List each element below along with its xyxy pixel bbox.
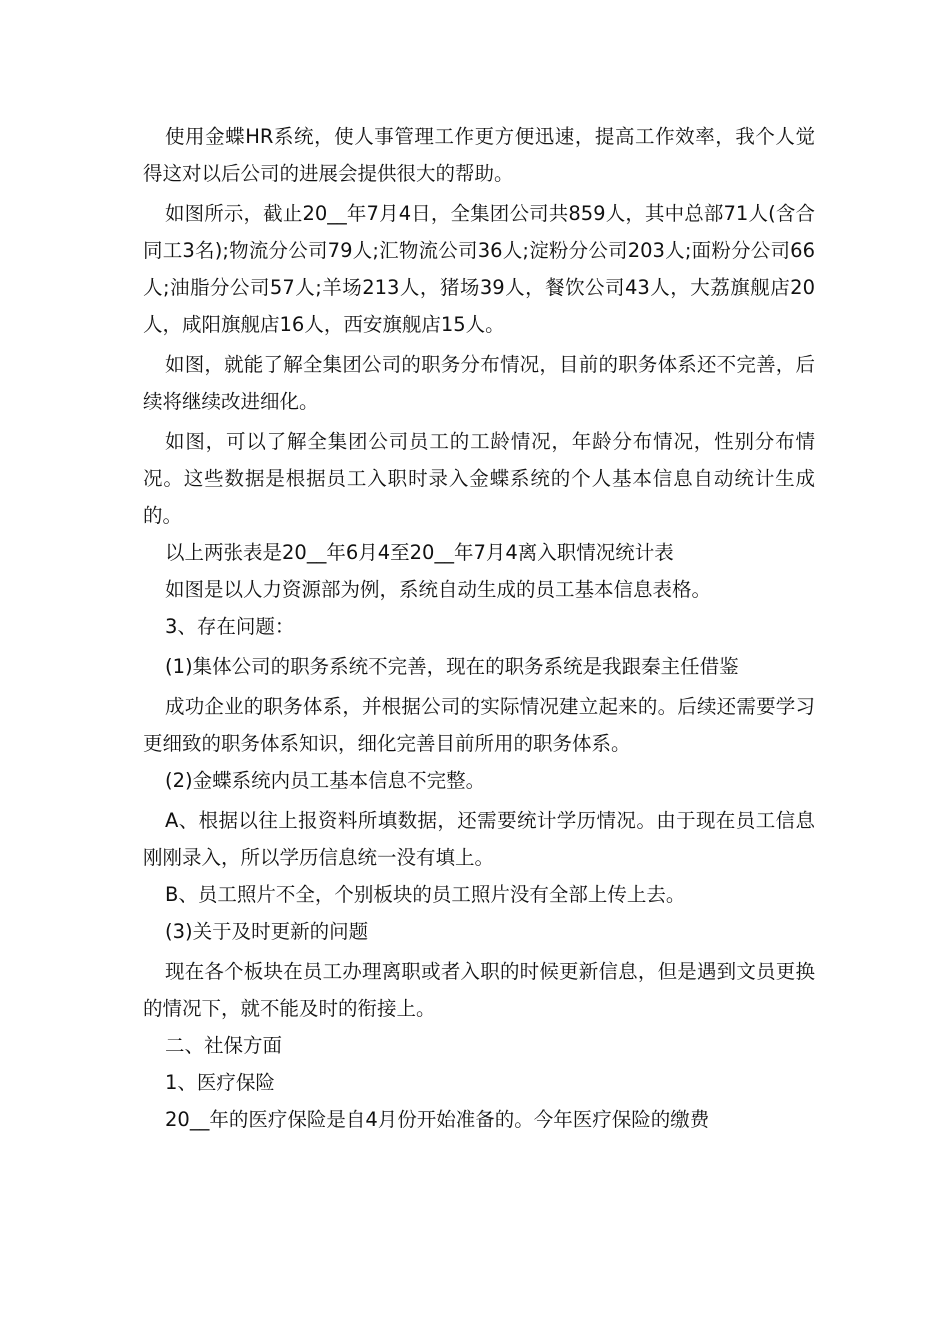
paragraph-medical-insurance: 20__年的医疗保险是自4月份开始准备的。今年医疗保险的缴费 xyxy=(165,1108,710,1131)
paragraph-turnover-tables: 以上两张表是20__年6月4至20__年7月4离入职情况统计表 xyxy=(165,541,674,564)
heading-social-security: 二、社保方面 xyxy=(165,1034,283,1057)
paragraph-problem-3-detail: 现在各个板块在员工办理离职或者入职的时候更新信息，但是遇到文员更换的情况下，就不能及时的衔接上。 xyxy=(143,960,815,1020)
paragraph-problem-2b: B、员工照片不全，个别板块的员工照片没有全部上传上去。 xyxy=(165,883,686,906)
paragraph-employee-info-table: 如图是以人力资源部为例，系统自动生成的员工基本信息表格。 xyxy=(165,578,712,601)
document-page xyxy=(143,118,815,1138)
paragraph-hr-system: 使用金蝶HR系统，使人事管理工作更方便迅速，提高工作效率，我个人觉得这对以后公司的进展会提供很大的帮助。 xyxy=(143,125,815,185)
paragraph-problem-3: (3)关于及时更新的问题 xyxy=(165,920,369,943)
paragraph-position-distribution: 如图，就能了解全集团公司的职务分布情况，目前的职务体系还不完善，后续将继续改进细化。 xyxy=(143,353,815,413)
paragraph-headcount: 如图所示，截止20__年7月4日，全集团公司共859人，其中总部71人(含合同工3名);物流分公司79人;汇物流公司36人;淀粉分公司203人;面粉分公司66人;油脂分公司57人;羊场213人，猪场39人，餐饮公司43人，大荔旗舰店20人，咸阳旗舰店16人，西安旗舰店15人。 xyxy=(143,202,815,336)
paragraph-problem-2a: A、根据以往上报资料所填数据，还需要统计学历情况。由于现在员工信息刚刚录入，所以学历信息统一没有填上。 xyxy=(143,809,815,869)
paragraph-problem-1: (1)集体公司的职务系统不完善，现在的职务系统是我跟秦主任借鉴 xyxy=(165,655,739,678)
paragraph-seniority-stats: 如图，可以了解全集团公司员工的工龄情况，年龄分布情况，性别分布情况。这些数据是根据员工入职时录入金蝶系统的个人基本信息自动统计生成的。 xyxy=(143,430,815,527)
paragraph-problem-2: (2)金蝶系统内员工基本信息不完整。 xyxy=(165,769,486,792)
paragraph-problem-1-continued: 成功企业的职务体系，并根据公司的实际情况建立起来的。后续还需要学习更细致的职务体系知识，细化完善目前所用的职务体系。 xyxy=(143,695,815,755)
heading-medical-insurance: 1、医疗保险 xyxy=(165,1071,275,1094)
heading-problems: 3、存在问题： xyxy=(165,615,295,638)
